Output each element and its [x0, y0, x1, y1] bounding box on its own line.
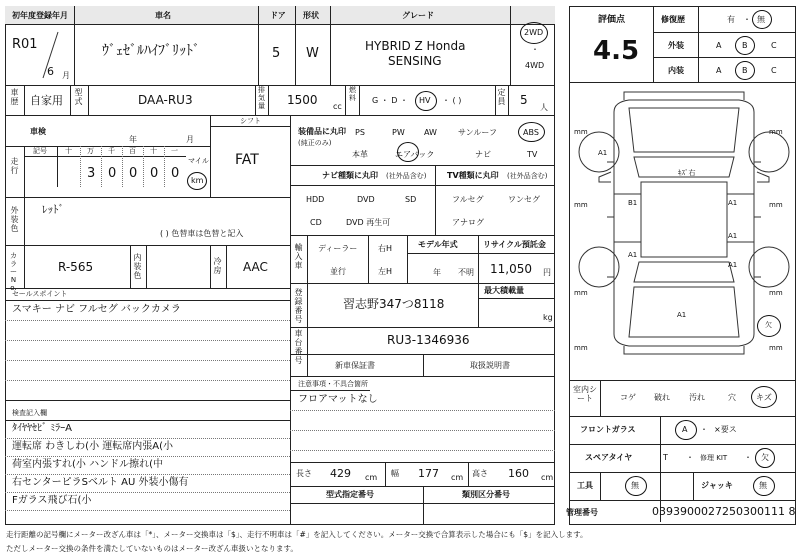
car-name-value: ｳﾞｪｾﾞﾙﾊｲﾌﾞﾘｯﾄﾞ: [102, 43, 200, 59]
mm-mark: mm: [574, 344, 588, 352]
tools-value: 無: [631, 481, 639, 490]
inspector-line: 運転席 わきしわ(小 運転席内張A(小: [12, 441, 174, 452]
month-unit: 月: [62, 71, 70, 80]
mm-mark: mm: [574, 289, 588, 297]
damage-mark: A1: [598, 149, 608, 157]
spare-dot: ・: [686, 453, 694, 462]
equipment-sub: (純正のみ): [298, 139, 332, 147]
inspector-line: 荷室内張すれ(小 ハンドル擦れ(中: [12, 459, 163, 470]
sales-point-label: セールスポイント: [12, 290, 68, 298]
inspector-line: ﾀｲﾔﾔｾﾋﾞ ﾐﾗｰA: [12, 423, 73, 434]
fuel-options: G ・ D ・: [372, 96, 408, 105]
equip-abs: ABS: [523, 128, 539, 137]
recycle-unit: 円: [543, 268, 551, 277]
navi-dvd-play: DVD 再生可: [346, 218, 391, 227]
sales-point-value: スマキー ナビ フルセグ バックカメラ: [12, 304, 181, 315]
damage-mark: A1: [728, 232, 738, 240]
interior-sheet-label: 室内シート: [573, 385, 597, 403]
sheet-scratch: キズ: [756, 393, 772, 402]
shape-value: W: [306, 46, 319, 61]
damage-mark: A1: [728, 261, 738, 269]
windshield-dot: ・: [700, 425, 708, 434]
shift-label: シフト: [240, 117, 261, 125]
interior-color-label: 内装色: [133, 253, 142, 280]
registration-label: 登録番号: [294, 288, 303, 324]
mm-mark: mm: [574, 201, 588, 209]
max-load-label: 最大積載量: [484, 286, 524, 295]
navi-dvd: DVD: [357, 195, 375, 204]
mileage-digit: 0: [150, 166, 159, 181]
width-value: 177: [418, 467, 439, 480]
drive-2wd: 2WD: [524, 28, 544, 37]
height-value: 160: [508, 467, 529, 480]
fuel-other: ・ ( ): [442, 96, 462, 105]
equip-navi: ナビ: [475, 150, 491, 159]
model-year-unknown: 不明: [458, 268, 474, 277]
sheet-hole: 穴: [728, 393, 736, 402]
equip-airbag: エアバック: [395, 150, 435, 159]
windshield-label: フロントガラス: [580, 425, 636, 434]
navi-label: ナビ種類に丸印: [322, 171, 378, 180]
inspector-label: 検査記入欄: [12, 409, 47, 417]
repair-label: 修復歴: [661, 15, 685, 24]
capacity-label: 定員: [497, 88, 506, 106]
mgmt-value: 0393900027250300111 8: [652, 505, 796, 518]
mgmt-label: 管理番号: [566, 508, 598, 517]
length-label: 長さ: [296, 469, 312, 478]
usage-value: 自家用: [30, 94, 63, 107]
sheet-tear: 破れ: [654, 393, 670, 402]
tv-analog: アナログ: [452, 218, 484, 227]
usage-label: 車歴: [10, 88, 19, 106]
damage-mark: A1: [728, 199, 738, 207]
category-label: 類別区分番号: [462, 490, 510, 499]
color-note: ( ) 色替車は色替と記入: [160, 229, 244, 238]
mileage-col-header: 十: [65, 147, 72, 155]
damage-mark: 欠: [765, 321, 772, 329]
exterior-a: A: [716, 41, 722, 50]
mileage-digit: 0: [171, 166, 180, 181]
repair-no: 無: [757, 15, 765, 24]
grade-line1: HYBRID Z Honda: [365, 39, 466, 53]
mm-mark: mm: [574, 128, 588, 136]
score-label: 評価点: [598, 15, 626, 25]
door-label: ドア: [270, 11, 286, 20]
chassis-value: RU3-1346936: [387, 333, 470, 347]
damage-mark: A1: [628, 251, 638, 259]
mileage-mile-unit: マイル: [188, 157, 209, 165]
first-registration-era: R01: [12, 37, 38, 52]
tv-oneseg: ワンセグ: [508, 195, 540, 204]
mm-mark: mm: [769, 289, 783, 297]
jack-value: 無: [759, 481, 767, 490]
color-no-label: カラーNo.: [10, 252, 17, 292]
exterior-c: C: [771, 41, 777, 50]
jack-label: ジャッキ: [701, 481, 733, 490]
mm-mark: mm: [769, 128, 783, 136]
tools-label: 工具: [577, 481, 593, 490]
inspector-line: Fガラス飛び石(小: [12, 495, 92, 506]
equip-tv: TV: [527, 150, 538, 159]
manual-label: 取扱説明書: [470, 361, 510, 370]
door-value: 5: [272, 46, 281, 61]
interior-b: B: [742, 66, 748, 75]
exterior-b: B: [742, 41, 748, 50]
chassis-label: 車台番号: [294, 329, 303, 365]
navi-hdd: HDD: [306, 195, 325, 204]
mileage-col-header: 万: [87, 147, 94, 155]
spare-label: スペアタイヤ: [585, 453, 633, 462]
height-unit: cm: [541, 473, 554, 482]
shift-value: FAT: [235, 152, 259, 168]
width-unit: cm: [451, 473, 464, 482]
mileage-digit: 0: [129, 166, 138, 181]
footer-note-line2: ただしメーター交換の条件を満たしていないものはメーター改ざん車扱いとなります。: [6, 544, 298, 553]
model-year-label: モデル年式: [418, 240, 458, 249]
color-value: ﾚｯﾄﾞ: [42, 203, 64, 216]
windshield-a: A: [682, 425, 688, 434]
mileage-col-header: 千: [108, 147, 115, 155]
repair-dot: ・: [743, 15, 751, 24]
equipment-label: 装備品に丸印: [298, 127, 346, 136]
damage-mark: B1: [628, 199, 638, 207]
height-label: 高さ: [472, 469, 488, 478]
type-designation-label: 型式指定番号: [326, 490, 374, 499]
width-label: 幅: [391, 469, 399, 478]
damage-mark: ｷｽﾞ右: [678, 169, 696, 177]
registration-value: 習志野347つ8118: [343, 297, 445, 311]
spare-dot: ・: [744, 453, 752, 462]
inspection-month: 月: [186, 135, 194, 144]
exterior-label: 外装: [668, 41, 684, 50]
capacity-unit: 人: [540, 103, 548, 112]
length-unit: cm: [365, 473, 378, 482]
drive-4wd: 4WD: [525, 61, 545, 70]
recycle-label: リサイクル預託金: [483, 240, 546, 249]
model-label: 型式: [74, 88, 83, 106]
mileage-symbol-header: 記号: [33, 147, 47, 155]
equip-aw: AW: [424, 128, 437, 137]
car-name-label: 車名: [155, 11, 171, 20]
sheet-burn: コゲ: [620, 393, 636, 402]
mm-mark: mm: [769, 201, 783, 209]
color-no-value: R-565: [58, 260, 94, 274]
import-parallel: 並行: [330, 267, 346, 276]
recycle-value: 11,050: [490, 262, 532, 276]
warranty-label: 新車保証書: [335, 361, 375, 370]
interior-c: C: [771, 66, 777, 75]
mm-mark: mm: [769, 344, 783, 352]
navi-sub: (社外品含む): [386, 172, 427, 180]
inspector-line: 右センターピラSベルト AU 外装小傷有: [12, 477, 189, 488]
interior-label: 内装: [668, 66, 684, 75]
grade-line2: SENSING: [388, 54, 442, 68]
import-rh: 右H: [378, 244, 393, 253]
notes-value: フロアマットなし: [298, 394, 378, 405]
sheet-dirt: 汚れ: [689, 393, 705, 402]
inspection-label: 車検: [30, 127, 46, 136]
first-registration-month: 6: [47, 65, 54, 78]
aircon-value: AAC: [243, 260, 268, 274]
displacement-value: 1500: [287, 93, 318, 107]
equip-sunroof: サンルーフ: [458, 128, 497, 137]
fuel-label: 燃料: [349, 86, 356, 102]
grade-label: グレード: [402, 11, 434, 20]
navi-cd: CD: [310, 218, 322, 227]
spare-missing: 欠: [761, 453, 769, 462]
mileage-digit: 3: [87, 166, 96, 181]
model-year-year: 年: [433, 268, 441, 277]
import-label: 輸入車: [294, 243, 303, 270]
color-label: 外装色: [10, 206, 19, 233]
aircon-label: 冷房: [213, 257, 222, 275]
windshield-x: ×要ス: [714, 425, 737, 434]
tv-sub: (社外品含む): [507, 172, 548, 180]
displacement-unit: cc: [333, 102, 342, 111]
spare-t: T: [663, 453, 668, 462]
max-load-unit: kg: [543, 313, 553, 322]
mileage-col-header: 十: [150, 147, 157, 155]
inspection-year: 年: [129, 135, 137, 144]
first-registration-label: 初年度登録年月: [12, 11, 68, 20]
damage-mark: A1: [677, 311, 687, 319]
import-lh: 左H: [378, 267, 393, 276]
fuel-selected: HV: [419, 96, 431, 105]
notes-label: 注意事項・不具合箇所: [298, 380, 368, 388]
mileage-km-unit: km: [191, 176, 204, 185]
navi-sd: SD: [405, 195, 417, 204]
score-value: 4.5: [593, 36, 640, 66]
equip-ps: PS: [355, 128, 365, 137]
equip-pw: PW: [392, 128, 405, 137]
tv-fullseg: フルセグ: [452, 195, 484, 204]
model-value: DAA-RU3: [138, 93, 193, 107]
footer-note-line1: 走行距離の記号欄にメーター改ざん車は「*」、メーター交換車は「$」、走行不明車は「#」を記入してください。メーター交換で合算表示した場合にも「$」を記入します。: [6, 530, 588, 539]
shape-label: 形状: [303, 11, 319, 20]
import-dealer: ディーラー: [318, 244, 358, 253]
mileage-col-header: 百: [129, 147, 136, 155]
mileage-label: 走行: [10, 157, 19, 175]
capacity-value: 5: [520, 93, 528, 107]
drive-dot: ・: [531, 45, 539, 54]
tv-label: TV種類に丸印: [447, 171, 499, 180]
repair-yes: 有: [727, 15, 735, 24]
mileage-digit: 0: [108, 166, 117, 181]
displacement-label: 排気量: [258, 86, 265, 110]
interior-a: A: [716, 66, 722, 75]
mileage-col-header: 一: [171, 147, 178, 155]
equip-leather: 本革: [352, 150, 368, 159]
length-value: 429: [330, 467, 351, 480]
spare-kit: 修理 KIT: [700, 454, 728, 462]
